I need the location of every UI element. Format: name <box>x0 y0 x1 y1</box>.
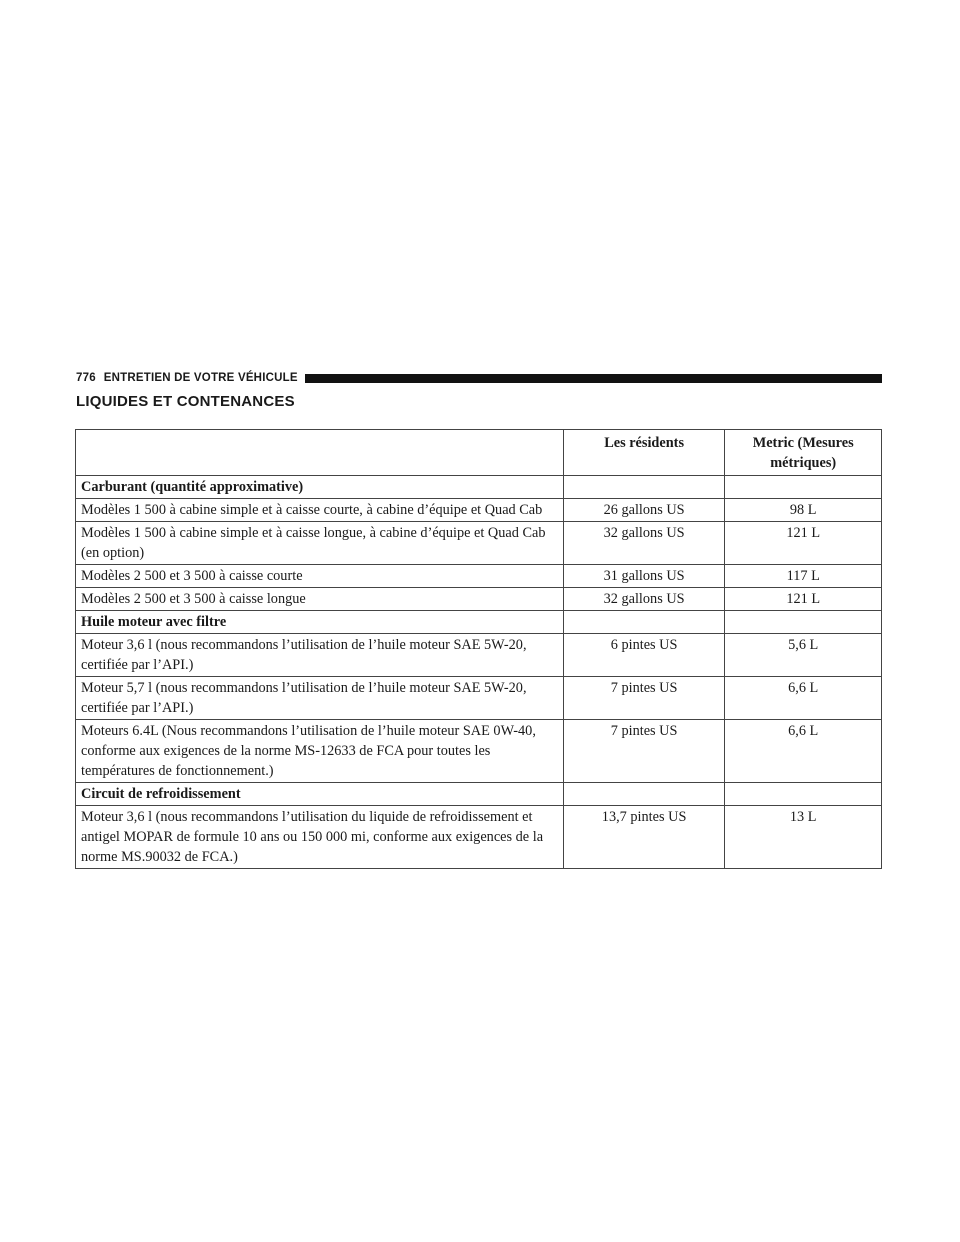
row-us-value: 32 gallons US <box>563 522 725 565</box>
table-section-row <box>76 611 882 634</box>
table-header-row <box>76 430 882 476</box>
row-metric-value: 98 L <box>725 499 882 522</box>
section-title: ENTRETIEN DE VOTRE VÉHICULE <box>103 372 298 384</box>
page-title: LIQUIDES ET CONTENANCES <box>76 393 295 410</box>
row-us-value: 26 gallons US <box>563 499 725 522</box>
row-label: Carburant (quantité approximative) <box>76 476 564 499</box>
row-metric-value: 6,6 L <box>725 720 882 783</box>
table-row <box>76 806 882 869</box>
row-label: Modèles 1 500 à cabine simple et à caisse courte, à cabine d’équipe et Quad Cab <box>76 499 564 522</box>
row-us-value: 32 gallons US <box>563 588 725 611</box>
row-metric-value <box>725 783 882 806</box>
header-rule <box>305 374 882 383</box>
row-metric-value: 117 L <box>725 565 882 588</box>
row-metric-value: 13 L <box>725 806 882 869</box>
table-row <box>76 499 882 522</box>
page-number: 776 <box>76 372 96 384</box>
row-label: Modèles 2 500 et 3 500 à caisse courte <box>76 565 564 588</box>
table-section-row <box>76 783 882 806</box>
row-metric-value <box>725 476 882 499</box>
table-section-row <box>76 476 882 499</box>
table-row <box>76 634 882 677</box>
column-header-metric: Metric (Mesures métriques) <box>725 430 882 476</box>
row-metric-value: 121 L <box>725 522 882 565</box>
table-row <box>76 565 882 588</box>
row-metric-value <box>725 611 882 634</box>
row-us-value <box>563 611 725 634</box>
row-us-value: 7 pintes US <box>563 677 725 720</box>
column-header-us: Les résidents <box>563 430 725 476</box>
row-us-value: 6 pintes US <box>563 634 725 677</box>
row-label: Modèles 1 500 à cabine simple et à caisse longue, à cabine d’équipe et Quad Cab (en option) <box>76 522 564 565</box>
row-metric-value: 6,6 L <box>725 677 882 720</box>
table-row <box>76 588 882 611</box>
row-label: Modèles 2 500 et 3 500 à caisse longue <box>76 588 564 611</box>
row-us-value <box>563 476 725 499</box>
row-label: Huile moteur avec filtre <box>76 611 564 634</box>
row-us-value: 31 gallons US <box>563 565 725 588</box>
row-us-value: 7 pintes US <box>563 720 725 783</box>
capacities-table <box>75 429 882 869</box>
row-label: Moteurs 6.4L (Nous recommandons l’utilisation de l’huile moteur SAE 0W-40, conforme aux exigences de la norme MS-12633 de FCA pour toutes les températures de fonctionnement.) <box>76 720 564 783</box>
row-label: Circuit de refroidissement <box>76 783 564 806</box>
row-metric-value: 5,6 L <box>725 634 882 677</box>
table-row <box>76 677 882 720</box>
row-us-value <box>563 783 725 806</box>
column-header-item <box>76 430 564 476</box>
row-metric-value: 121 L <box>725 588 882 611</box>
table-row <box>76 522 882 565</box>
row-label: Moteur 5,7 l (nous recommandons l’utilisation de l’huile moteur SAE 5W-20, certifiée par l’API.) <box>76 677 564 720</box>
row-us-value: 13,7 pintes US <box>563 806 725 869</box>
table-row <box>76 720 882 783</box>
row-label: Moteur 3,6 l (nous recommandons l’utilisation du liquide de refroidissement et antigel MOPAR de formule 10 ans ou 150 000 mi, conforme aux exigences de la norme MS.90032 de FCA.) <box>76 806 564 869</box>
row-label: Moteur 3,6 l (nous recommandons l’utilisation de l’huile moteur SAE 5W-20, certifiée par l’API.) <box>76 634 564 677</box>
page-header <box>76 370 882 386</box>
